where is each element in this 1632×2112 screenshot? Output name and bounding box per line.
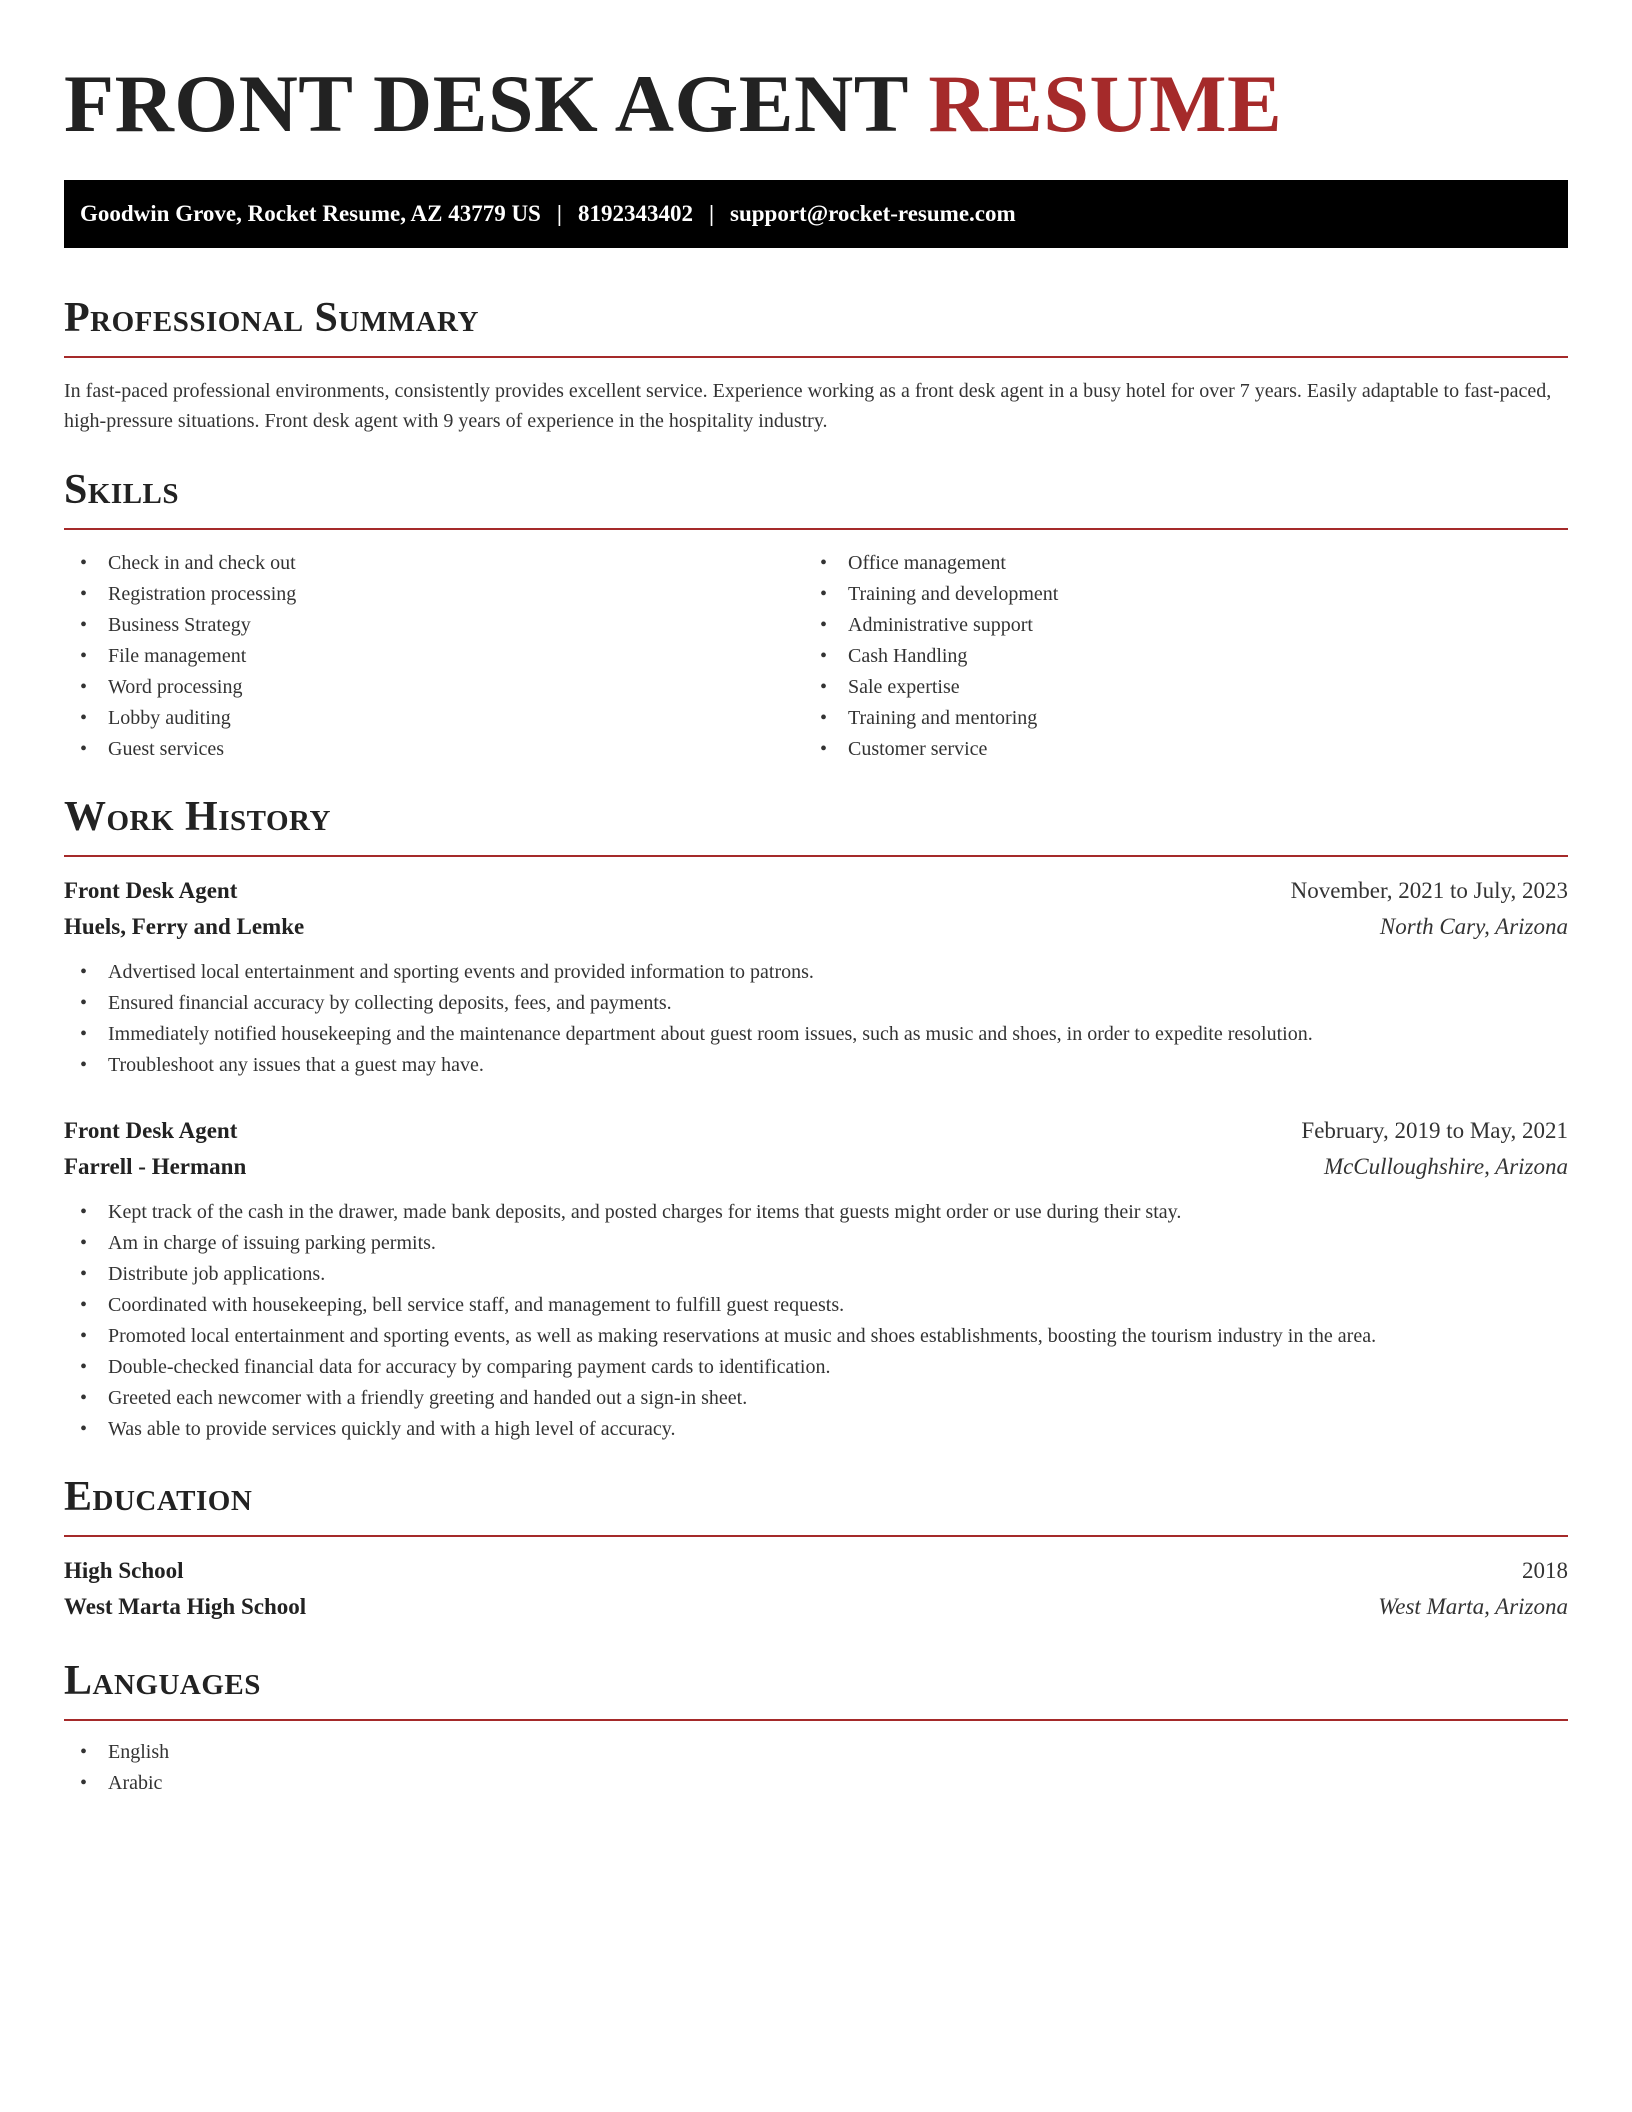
job-title-row (64, 1113, 1568, 1149)
languages-section (64, 1655, 1568, 1799)
contact-bar (64, 180, 1568, 248)
duty-item: • Troubleshoot any issues that a guest may have. (64, 1050, 1568, 1081)
resume-page (64, 0, 1568, 1799)
job-entry (64, 873, 1568, 1081)
skill-item: • Sale expertise (804, 672, 1544, 703)
duty-item: • Ensured financial accuracy by collecting deposits, fees, and payments. (64, 988, 1568, 1019)
skill-item: • File management (64, 641, 804, 672)
summary-section (64, 292, 1568, 436)
section-heading-education: Education (64, 1474, 253, 1520)
education-section (64, 1471, 1568, 1625)
section-divider (64, 356, 1568, 358)
section-heading-summary: Professional Summary (64, 295, 479, 341)
section-heading-work-history: Work History (64, 794, 331, 840)
job-title: Front Desk Agent (64, 878, 238, 903)
title-main: FRONT DESK AGENT (64, 58, 908, 149)
job-company: Huels, Ferry and Lemke (64, 914, 305, 939)
language-item: • English (64, 1737, 1568, 1768)
summary-text: In fast-paced professional environments, consistently provides excellent service. Experience working as a front desk agent in a busy hotel for over 7 years. Easily adaptable to fast-paced, high-pressure situations. Front desk agent with 9 years of experience in the hospitality industry. (64, 380, 1552, 432)
skill-item: • Cash Handling (804, 641, 1544, 672)
skill-item: • Training and mentoring (804, 703, 1544, 734)
job-dates: November, 2021 to July, 2023 (1290, 878, 1568, 903)
skills-section (64, 464, 1568, 765)
skills-list-left (64, 548, 804, 765)
duty-item: • Double-checked financial data for accuracy by comparing payment cards to identification. (64, 1352, 1568, 1383)
skill-item: • Registration processing (64, 579, 804, 610)
job-company: Farrell - Hermann (64, 1154, 247, 1179)
contact-separator: | (556, 201, 562, 226)
work-history-section (64, 791, 1568, 1445)
job-duties (64, 1197, 1568, 1445)
skill-item: • Office management (804, 548, 1544, 579)
section-divider (64, 855, 1568, 857)
education-location: West Marta, Arizona (1378, 1594, 1568, 1619)
section-divider (64, 1535, 1568, 1537)
education-year: 2018 (1522, 1558, 1568, 1583)
job-company-row (64, 1149, 1568, 1185)
education-degree-row (64, 1553, 1568, 1589)
education-degree: High School (64, 1558, 184, 1583)
job-location: McCulloughshire, Arizona (1323, 1154, 1568, 1179)
duty-item: • Promoted local entertainment and sporting events, as well as making reservations at music and shoes establishments, boosting the tourism industry in the area. (64, 1321, 1568, 1352)
skill-item: • Customer service (804, 734, 1544, 765)
resume-title (64, 58, 1568, 150)
skill-item: • Check in and check out (64, 548, 804, 579)
section-heading-languages: Languages (64, 1658, 261, 1704)
education-entry (64, 1553, 1568, 1625)
skill-item: • Guest services (64, 734, 804, 765)
skill-item: • Business Strategy (64, 610, 804, 641)
skills-list-right (804, 548, 1544, 765)
duty-item: • Was able to provide services quickly and with a high level of accuracy. (64, 1414, 1568, 1445)
contact-address: Goodwin Grove, Rocket Resume, AZ 43779 US (80, 201, 541, 226)
duty-item: • Advertised local entertainment and sporting events and provided information to patrons. (64, 957, 1568, 988)
contact-separator: | (708, 201, 715, 226)
duty-item: • Distribute job applications. (64, 1259, 1568, 1290)
duty-item: • Greeted each newcomer with a friendly greeting and handed out a sign-in sheet. (64, 1383, 1568, 1414)
duty-item: • Coordinated with housekeeping, bell service staff, and management to fulfill guest requests. (64, 1290, 1568, 1321)
duty-item: • Immediately notified housekeeping and the maintenance department about guest room issues, such as music and shoes, in order to expedite resolution. (64, 1019, 1568, 1050)
duty-item: • Kept track of the cash in the drawer, made bank deposits, and posted charges for items that guests might order or use during their stay. (64, 1197, 1568, 1228)
job-title-row (64, 873, 1568, 909)
section-divider (64, 528, 1568, 530)
contact-phone: 8192343402 (577, 201, 693, 226)
skill-item: • Administrative support (804, 610, 1544, 641)
job-location: North Cary, Arizona (1379, 914, 1568, 939)
section-heading-skills: Skills (64, 467, 180, 513)
skill-item: • Word processing (64, 672, 804, 703)
job-dates: February, 2019 to May, 2021 (1301, 1118, 1568, 1143)
section-divider (64, 1719, 1568, 1721)
languages-list (64, 1737, 1568, 1799)
education-school-row (64, 1589, 1568, 1625)
skill-item: • Training and development (804, 579, 1544, 610)
duty-item: • Am in charge of issuing parking permits. (64, 1228, 1568, 1259)
skills-grid (64, 548, 1568, 765)
contact-email: support@rocket-resume.com (730, 201, 1016, 226)
job-company-row (64, 909, 1568, 945)
language-item: • Arabic (64, 1768, 1568, 1799)
title-accent: RESUME (928, 58, 1283, 149)
skill-item: • Lobby auditing (64, 703, 804, 734)
education-school: West Marta High School (64, 1594, 307, 1619)
job-title: Front Desk Agent (64, 1118, 238, 1143)
job-duties (64, 957, 1568, 1081)
job-entry (64, 1113, 1568, 1445)
